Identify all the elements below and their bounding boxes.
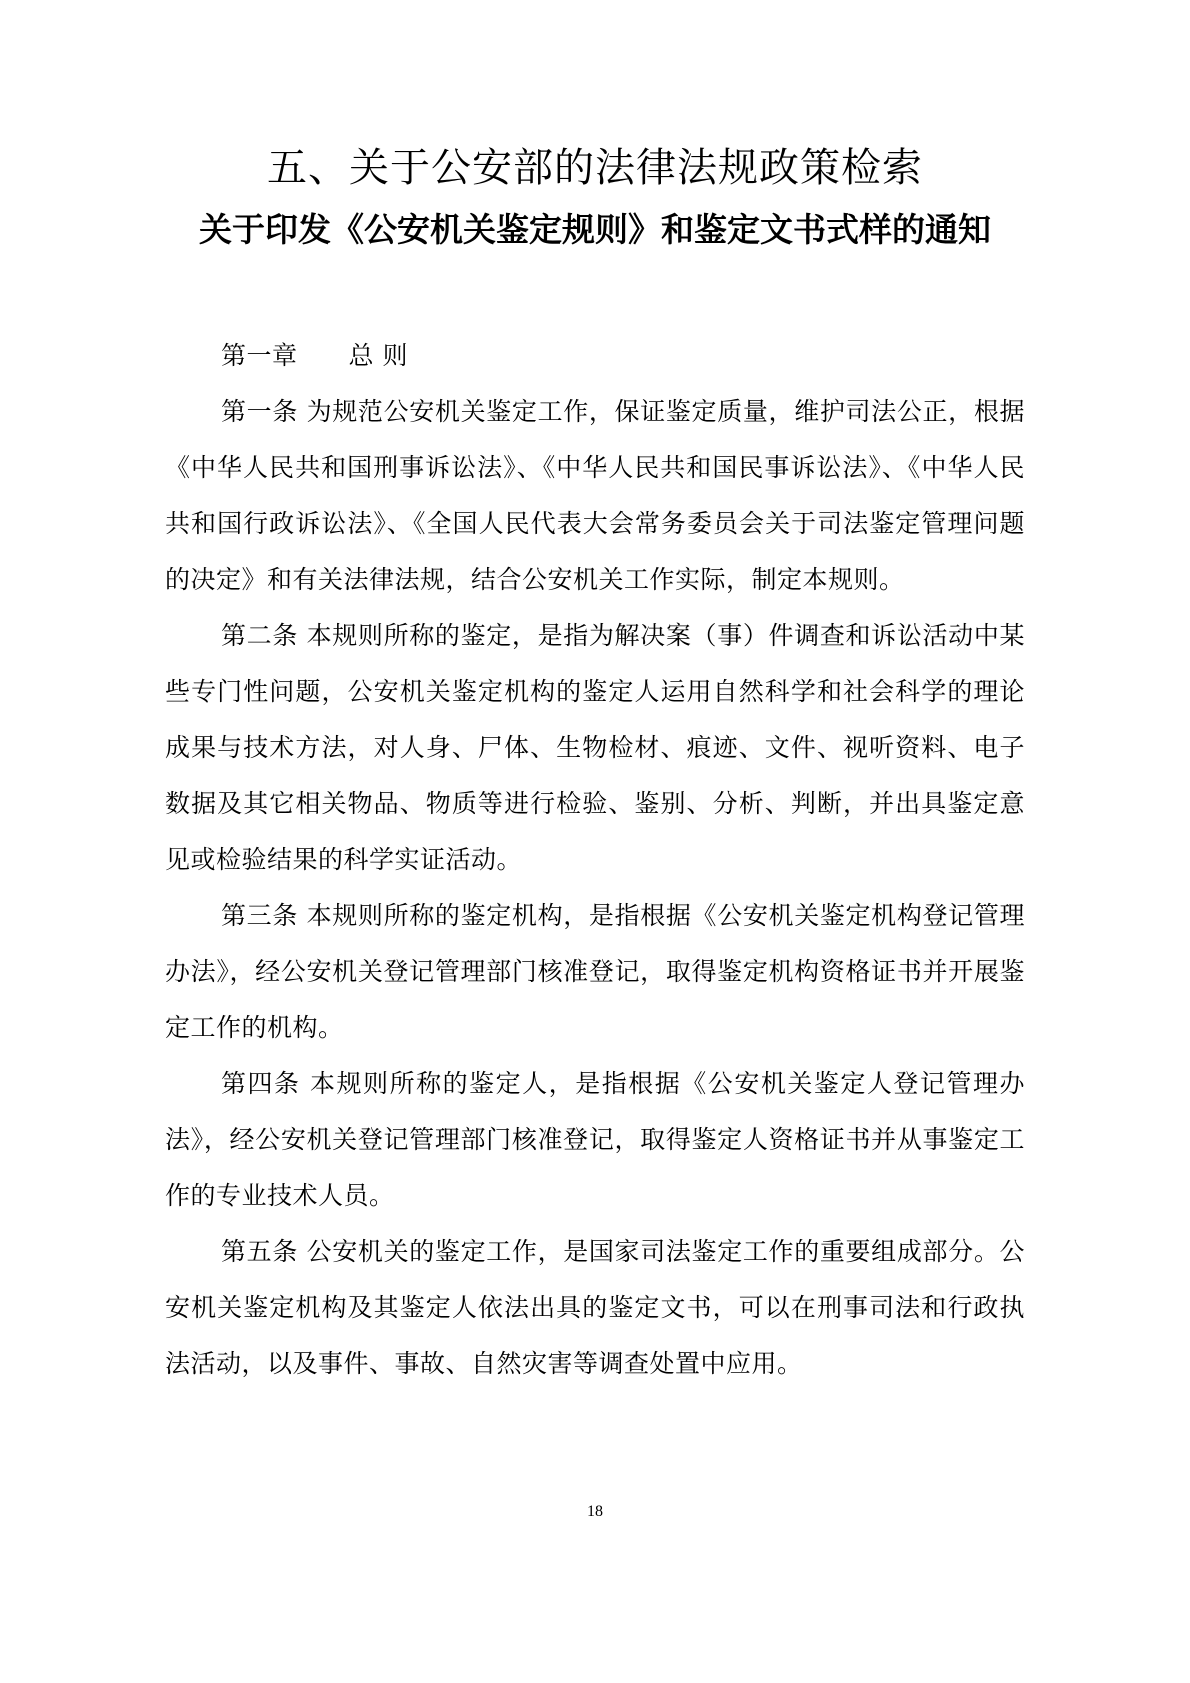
page-number: 18	[587, 1503, 603, 1520]
document-title: 关于印发《公安机关鉴定规则》和鉴定文书式样的通知	[199, 210, 991, 249]
article-5: 第五条 公安机关的鉴定工作，是国家司法鉴定工作的重要组成部分。公安机关鉴定机构及其鉴定人依法出具的鉴定文书，可以在刑事司法和行政执法活动，以及事件、事故、自然灾害等调查处置中应用。	[165, 1237, 1025, 1378]
article-1: 第一条 为规范公安机关鉴定工作，保证鉴定质量，维护司法公正，根据《中华人民共和国刑事诉讼法》、《中华人民共和国民事诉讼法》、《中华人民共和国行政诉讼法》、《全国人民代表大会常务委员会关于司法鉴定管理问题的决定》和有关法律法规，结合公安机关工作实际，制定本规则。	[165, 397, 1025, 594]
section-title: 五、关于公安部的法律法规政策检索	[267, 145, 923, 191]
article-3: 第三条 本规则所称的鉴定机构，是指根据《公安机关鉴定机构登记管理办法》，经公安机关登记管理部门核准登记，取得鉴定机构资格证书并开展鉴定工作的机构。	[165, 901, 1025, 1042]
document-body	[165, 328, 1025, 1392]
article-4: 第四条 本规则所称的鉴定人，是指根据《公安机关鉴定人登记管理办法》，经公安机关登记管理部门核准登记，取得鉴定人资格证书并从事鉴定工作的专业技术人员。	[165, 1069, 1025, 1210]
article-2: 第二条 本规则所称的鉴定，是指为解决案（事）件调查和诉讼活动中某些专门性问题，公安机关鉴定机构的鉴定人运用自然科学和社会科学的理论成果与技术方法，对人身、尸体、生物检材、痕迹、文件、视听资料、电子数据及其它相关物品、物质等进行检验、鉴别、分析、判断，并出具鉴定意见或检验结果的科学实证活动。	[165, 621, 1025, 874]
chapter-heading: 第一章 总 则	[221, 341, 408, 370]
